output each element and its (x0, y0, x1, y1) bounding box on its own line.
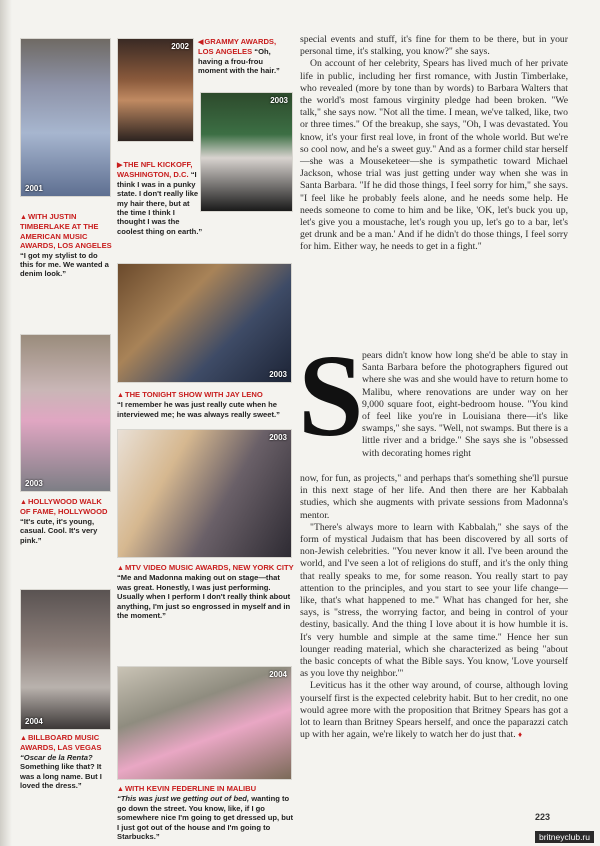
article-paragraph: now, for fun, as projects," and perhaps that's something she'll pursue in this next stage of her life. And then there are her Kabbalah studies, which she augments with private sessions from Madonna's mentor. (300, 473, 568, 521)
photo-federline-malibu (117, 666, 292, 780)
drop-cap: S (298, 330, 364, 461)
photo-billboard (20, 589, 111, 730)
page-gutter-shadow (0, 0, 12, 846)
caption-mtv: ▲MTV VIDEO MUSIC AWARDS, NEW YORK CITY “Me and Madonna making out on stage—that was great. Honestly, I was just performing. Usually when I perform I don't really think about anything, I'm just so engrossed in myself and in the moment.” (117, 563, 294, 621)
photo-tonight-show (117, 263, 292, 383)
article-paragraph: "There's always more to learn with Kabbalah," she says of the form of mystical Judaism that has been discovered by all sorts of non-Jewish celebrities. "You never know it all. I've been around the world, and I've seen a lot of religions do stuff, and it's the only thing that really speaks to me, for some reason. You really start to pay attention to the principles, and you start to see your life change—like, that's what happened to me." What has changed for her, she says, is "stress, the worrying factor, and being in control of your destiny, basically. And the thing I love about it is how humble it is. It's very humble and simple at the same time." Hence her sun lounger reading material, which she characterized as being "about the basic concepts of what the Bible says. You know, 'Love yourself as you love thy neighbor.'" (300, 521, 568, 680)
article-bottom-block (300, 473, 568, 741)
photo-year: 2003 (270, 96, 288, 105)
photo-year: 2003 (25, 479, 43, 488)
caption-federline: ▲WITH KEVIN FEDERLINE IN MALIBU “This was just we getting out of bed, wanting to go down the street. You know, like, if I go somewhere nice I'm going to get dressed up, but I just got out of the house and I'm going to Starbucks.” (117, 784, 294, 842)
page-number: 223 (534, 812, 550, 822)
caption-billboard: ▲BILLBOARD MUSIC AWARDS, LAS VEGAS “Oscar de la Renta? Something like that? It was a long name. But I loved the dress.” (20, 733, 102, 791)
article-top-block (300, 34, 568, 254)
article-paragraph: special events and stuff, it's fine for them to be there, but in your personal time, it's stalking, you know?" she says. (300, 34, 568, 58)
photo-mtv-vma (117, 429, 292, 558)
caption-marker-icon: ▲ (20, 499, 27, 506)
caption-marker-icon: ▲ (117, 392, 124, 399)
caption-nfl: ▶THE NFL KICKOFF, WASHINGTON, D.C. “I think I was in a punky state. I don't really like my hair there, but at the time I think I thought I was the coolest thing on earth.” (117, 160, 203, 236)
end-mark-icon: ♦ (518, 730, 523, 740)
photo-nfl-kickoff (200, 92, 293, 212)
caption-marker-icon: ▲ (20, 735, 27, 742)
article-paragraph: pears didn't know how long she'd be able to stay in Santa Barbara before the photographers figured out where she was and she would have to return home to Malibu, where renovations are under way on her 9,000 square foot, eight-bedroom house. "You kind of feel like you're in Louisiana there—it's like swamps," she says. "Well, not swamps. But there is a little river and a bridge." She says she is "obsessed with decorating homes right (362, 350, 568, 459)
article-paragraph: Leviticus has it the other way around, of course, although loving yourself first is the expected celebrity habit. But to her credit, no one would agree more with the proposition that Britney Spears has got a lot to learn than Britney Spears herself, and once the paparazzi catch up with her again, we're likely to watch her do just that. ♦ (300, 680, 568, 741)
photo-walk-of-fame (20, 334, 111, 492)
caption-marker-icon: ◀ (198, 39, 204, 46)
photo-grammy (117, 38, 194, 142)
photo-timberlake-ama (20, 38, 111, 197)
caption-marker-icon: ▲ (117, 786, 124, 793)
caption-grammy: ◀GRAMMY AWARDS, LOS ANGELES “Oh, having a frou-frou moment with the hair.” (198, 37, 280, 76)
photo-year: 2003 (269, 433, 287, 442)
caption-marker-icon: ▲ (117, 565, 124, 572)
photo-year: 2004 (25, 717, 43, 726)
photo-year: 2001 (25, 184, 43, 193)
caption-leno: ▲THE TONIGHT SHOW WITH JAY LENO “I remember he was just really cute when he interviewed me; he was always really sweet.” (117, 390, 280, 419)
article-paragraph: On account of her celebrity, Spears has lived much of her private life in public, including her first romance, with Justin Timberlake, who revealed (more by tone than by words) to Barbara Walters that the world's most famous virginity pledge had been broken. "We talk," she says now. "Not all the time. I mean, we've talked, like, two or three times." Of the breakup, she says, "Oh, I was devastated. You know, it's your first real love, in front of the whole world. But we're so cool now, and he's a sweet guy." And as a former child star herself—she was a Mouseketeer—she is sympathetic toward Michael Jackson, whose trial was just getting under way when she was in Santa Barbara. "If he did those things, I feel sorry for him," she says. "I feel like he probably feels alone, and he needs some help. He needs someone to come to him and be like, 'OK, let's buck you up, let's give you a moustache, let's rough you up, let's go to a bar, let's get drunk and be a man.' And if he didn't do those things, I feel sorry for him. Either way, he needs to get in a fight." (300, 58, 568, 253)
caption-marker-icon: ▲ (20, 214, 27, 221)
watermark-credit: britneyclub.ru (535, 831, 594, 843)
caption-timberlake: ▲WITH JUSTIN TIMBERLAKE AT THE AMERICAN MUSIC AWARDS, LOS ANGELES “I got my stylist to do this for me. We wanted a denim look.” (20, 212, 112, 279)
caption-marker-icon: ▶ (117, 162, 123, 169)
photo-year: 2003 (269, 370, 287, 379)
article-dropcap-block (362, 350, 568, 460)
caption-walk-of-fame: ▲HOLLYWOOD WALK OF FAME, HOLLYWOOD “It's cute, it's young, casual. Cool. It's very pink.” (20, 497, 108, 545)
photo-year: 2002 (171, 42, 189, 51)
photo-year: 2004 (269, 670, 287, 679)
